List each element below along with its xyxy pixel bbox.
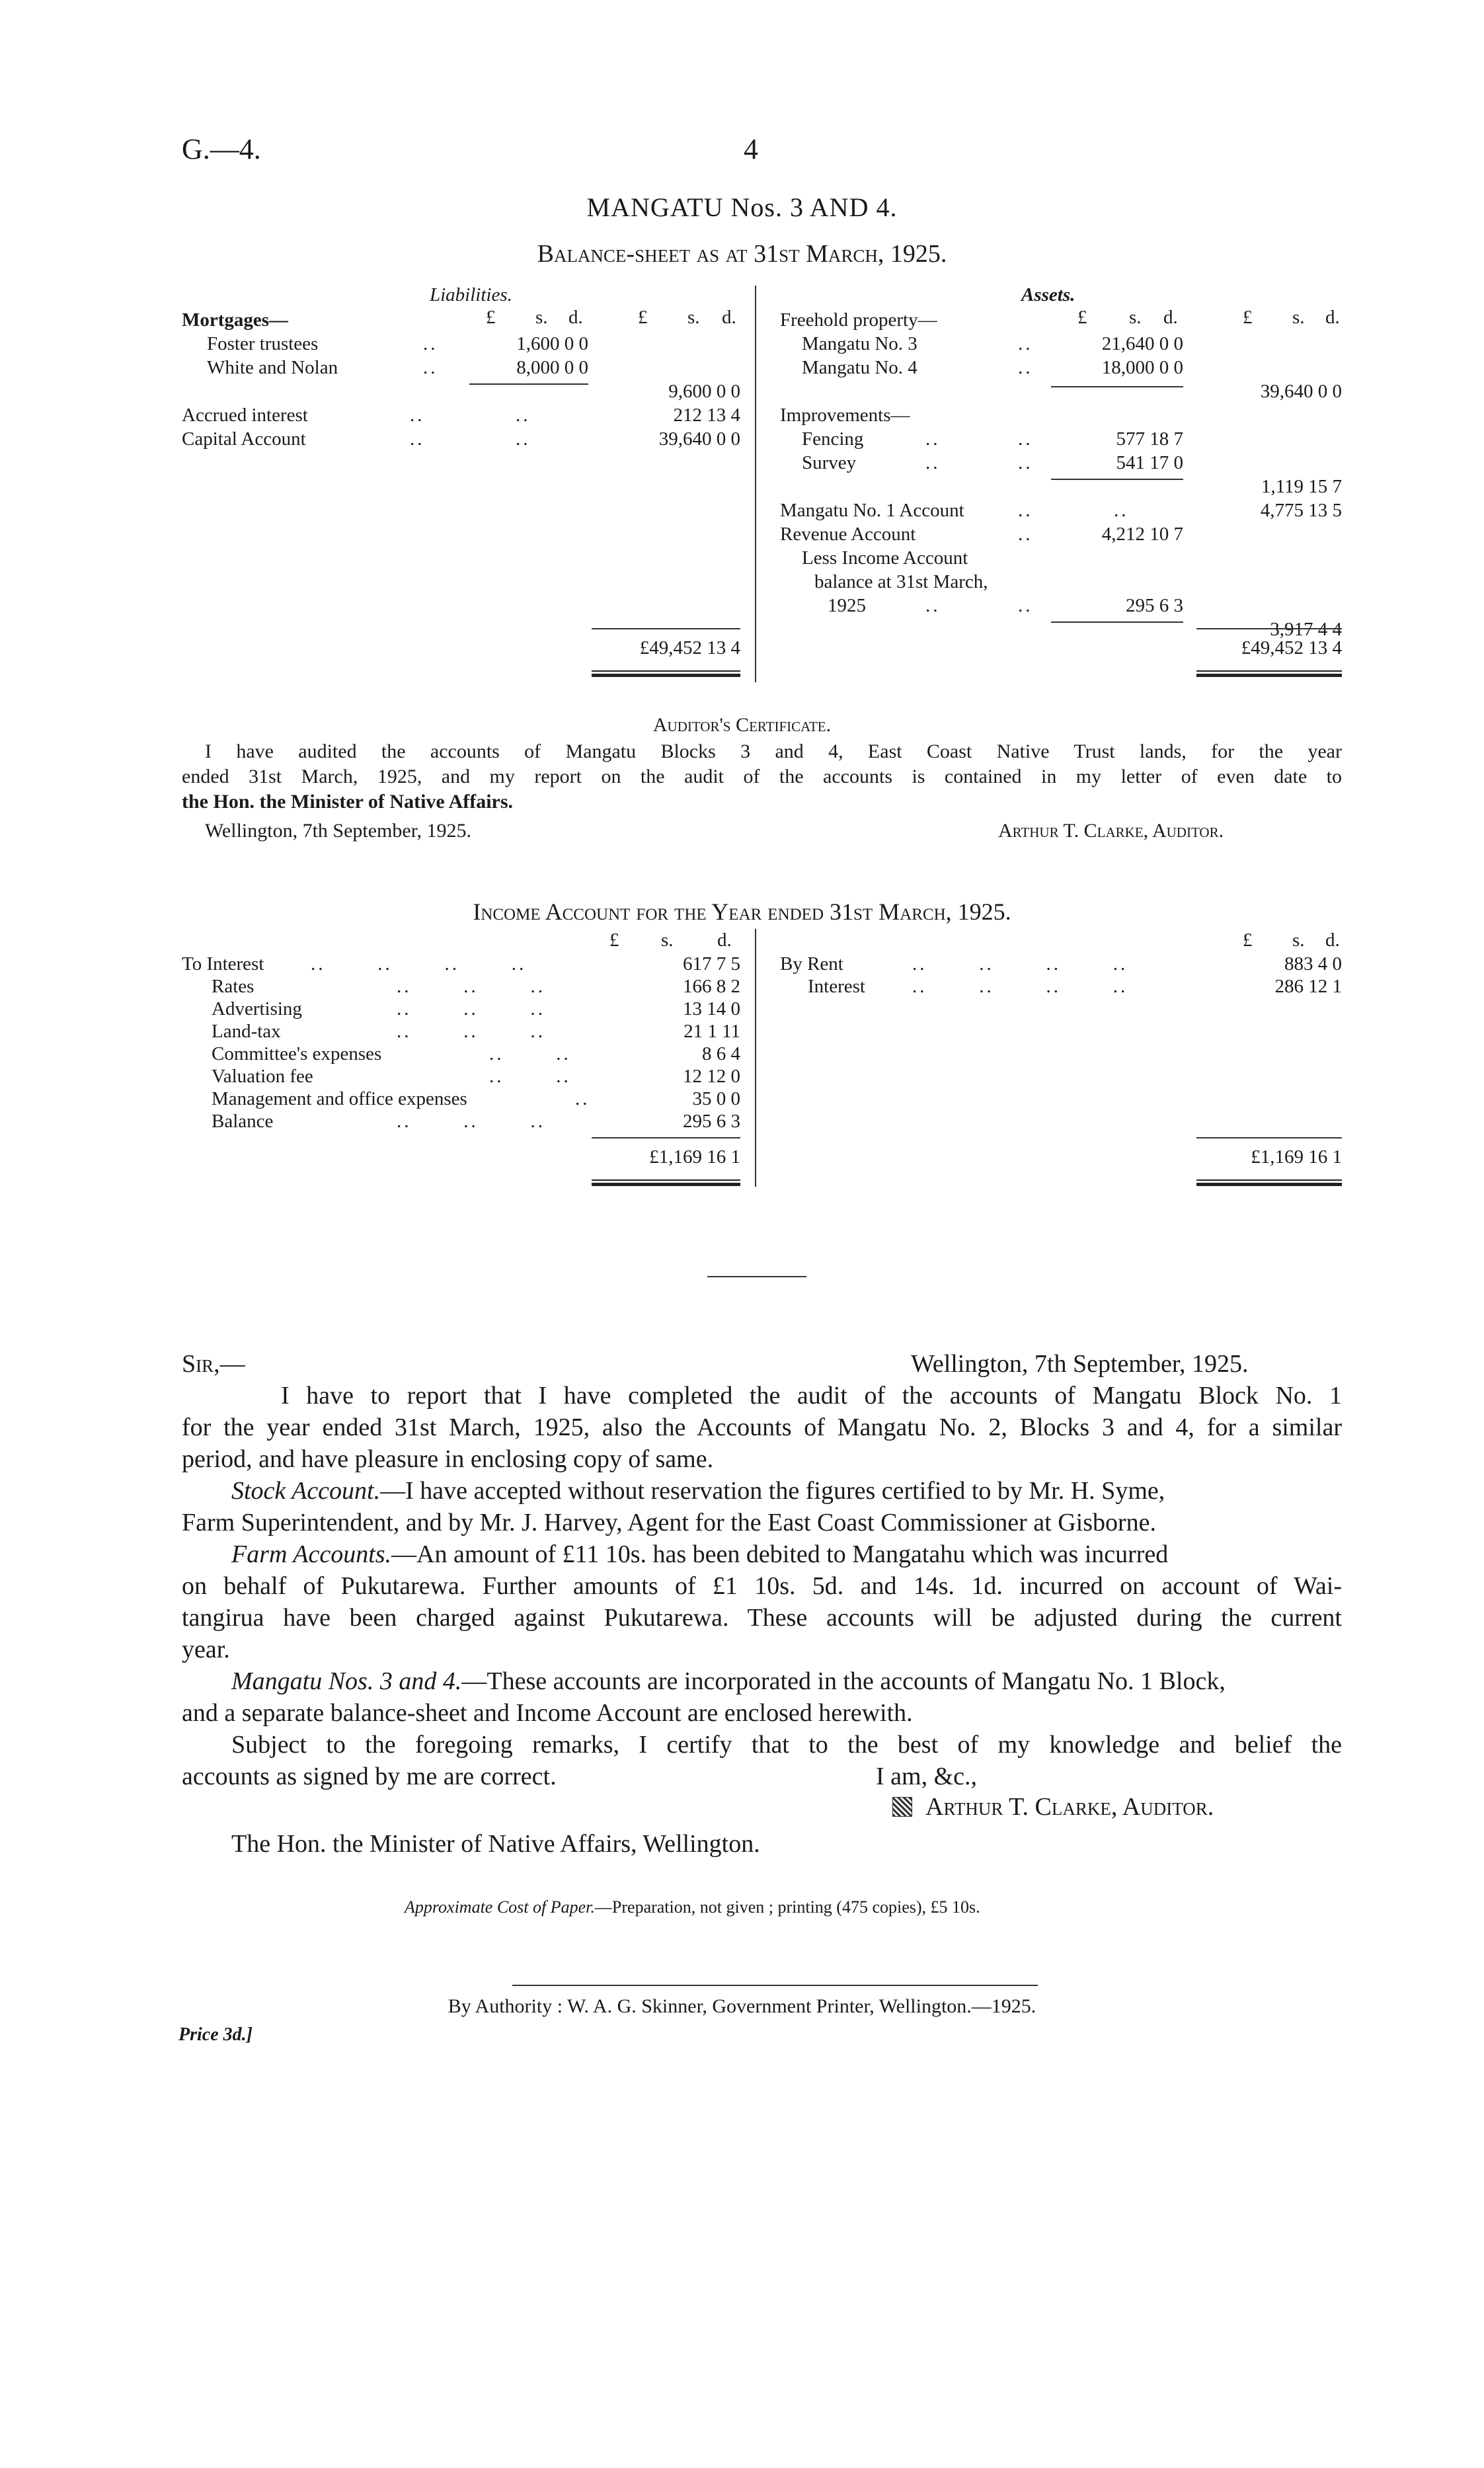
mangatu-3-4-heading: Mangatu Nos. 3 and 4. (231, 1667, 462, 1695)
debit-label: To Interest (182, 953, 264, 975)
foster-label: Foster trustees (207, 333, 319, 354)
footer-rule (512, 1985, 1038, 1986)
revenue-account-value: 4,212 10 7 (1101, 524, 1183, 545)
letter-p1-line1: I have to report that I have completed the audit of the accounts of Mangatu Block No. 1 (281, 1382, 1342, 1410)
debit-value: 35 0 0 (692, 1088, 740, 1109)
debit-value: 13 14 0 (683, 998, 740, 1019)
less-income-line2: balance at 31st March, (814, 571, 988, 592)
asset-s-header: s. (1129, 307, 1142, 328)
letter-p2-line1-wrap (231, 1474, 1342, 1507)
letter-addressee: The Hon. the Minister of Native Affairs, Wellington. (231, 1830, 760, 1858)
survey-label: Survey (802, 452, 857, 473)
assets-total: £49,452 13 4 (1241, 637, 1342, 658)
certificate-signature: Arthur T. Clarke, Auditor. (998, 820, 1224, 842)
fencing-value: 577 18 7 (1116, 428, 1183, 450)
letter-p2-line1: —I have accepted without reservation the figures certified to by Mr. H. Syme, (380, 1477, 1165, 1505)
letter-closing: I am, &c., (876, 1763, 978, 1790)
mangatu-3-label: Mangatu No. 3 (802, 333, 918, 354)
freehold-total: 39,640 0 0 (1260, 381, 1342, 402)
debit-label: Advertising (212, 998, 302, 1019)
freehold-label: Freehold property— (780, 309, 937, 331)
mortgages-label: Mortgages— (182, 309, 289, 331)
asset-d-header: d. (1163, 307, 1178, 328)
accrued-interest-value: 212 13 4 (673, 405, 740, 426)
less-income-line3: 1925 (828, 595, 866, 616)
improvements-total: 1,119 15 7 (1261, 476, 1342, 497)
document-reference: G.—4. (182, 133, 261, 165)
credit-value: 883 4 0 (1284, 953, 1342, 975)
less-income-value: 295 6 3 (1126, 595, 1183, 616)
accrued-interest-label: Accrued interest (182, 405, 308, 426)
mangatu-4-value: 18,000 0 0 (1101, 357, 1183, 378)
letter-signature: Arthur T. Clarke, Auditor. (925, 1793, 1214, 1821)
less-income-line1: Less Income Account (802, 547, 968, 569)
mangatu-4-label: Mangatu No. 4 (802, 357, 918, 378)
asset-pound-header-2: £ (1243, 307, 1253, 328)
liab-pound-header-2: £ (638, 307, 648, 328)
mortgages-total: 9,600 0 0 (668, 381, 740, 402)
mangatu-1-account-label: Mangatu No. 1 Account (780, 500, 964, 521)
cost-note-text: —Preparation, not given ; printing (475 copies), £5 10s. (594, 1897, 980, 1917)
debit-label: Management and office expenses (212, 1088, 467, 1109)
auditor-certificate-heading: Auditor's Certificate. (652, 714, 832, 736)
page-number: 4 (744, 133, 758, 165)
price: Price 3d.] (178, 2024, 253, 2045)
improvements-label: Improvements— (780, 405, 910, 426)
inc-s-header-2: s. (1292, 930, 1305, 951)
credit-label: Interest (808, 976, 865, 997)
liabilities-heading: Liabilities. (430, 284, 512, 305)
revenue-account-label: Revenue Account (780, 524, 916, 545)
liabilities-total: £49,452 13 4 (639, 637, 740, 658)
inc-d-header-2: d. (1325, 930, 1340, 951)
debit-value: 21 1 11 (683, 1021, 740, 1042)
balance-sheet-title: Balance-sheet as at 31st March, 1925. (537, 240, 947, 268)
letter-p1-line3: period, and have pleasure in enclosing copy of same. (182, 1445, 714, 1473)
letter-p4-line1-wrap (231, 1665, 1226, 1698)
stamp-mark-icon (892, 1797, 912, 1817)
letter-p5-line2: accounts as signed by me are correct. (182, 1763, 557, 1790)
debit-label: Rates (212, 976, 254, 997)
debit-label: Valuation fee (212, 1066, 313, 1087)
liab-s-header-2: s. (687, 307, 700, 328)
debit-label: Committee's expenses (212, 1043, 382, 1064)
asset-d-header-2: d. (1325, 307, 1340, 328)
letter-p3-line1-wrap (231, 1538, 1168, 1571)
debit-value: 617 7 5 (683, 953, 740, 975)
cost-note-label: Approximate Cost of Paper. (405, 1897, 595, 1917)
farm-accounts-heading: Farm Accounts. (231, 1540, 392, 1568)
income-account-divider (755, 929, 756, 1187)
survey-value: 541 17 0 (1116, 452, 1183, 473)
revenue-net-total: 3,917 4 4 (1270, 619, 1342, 640)
letter-p4-line1: —These accounts are incorporated in the accounts of Mangatu No. 1 Block, (461, 1667, 1226, 1695)
letter-place-date: Wellington, 7th September, 1925. (911, 1350, 1249, 1378)
liab-s-header: s. (535, 307, 548, 328)
stock-account-heading: Stock Account. (231, 1477, 381, 1505)
debit-label: Land-tax (212, 1021, 281, 1042)
letter-p3-line2: on behalf of Pukutarewa. Further amounts of £1 10s. 5d. and 14s. 1d. incurred on account of Wai- (182, 1572, 1342, 1600)
capital-account-value: 39,640 0 0 (658, 428, 740, 450)
white-nolan-label: White and Nolan (207, 357, 338, 378)
credit-label: By Rent (780, 953, 843, 975)
debit-value: 166 8 2 (683, 976, 740, 997)
certificate-place-date: Wellington, 7th September, 1925. (205, 820, 471, 842)
liab-d-header-2: d. (722, 307, 736, 328)
inc-d-header: d. (717, 930, 732, 951)
letter-salutation: Sir,— (182, 1350, 245, 1378)
letter-p5-line1: Subject to the foregoing remarks, I certify that to the best of my knowledge and belief the (231, 1731, 1342, 1759)
asset-s-header-2: s. (1292, 307, 1305, 328)
letter-p1-line2: for the year ended 31st March, 1925, also the Accounts of Mangatu No. 2, Blocks 3 and 4, for a similar (182, 1413, 1342, 1441)
certificate-line-3: the Hon. the Minister of Native Affairs. (182, 791, 514, 813)
certificate-line-1: I have audited the accounts of Mangatu Blocks 3 and 4, East Coast Native Trust lands, for the year (205, 740, 1342, 762)
mangatu-3-value: 21,640 0 0 (1101, 333, 1183, 354)
liab-pound-header: £ (486, 307, 496, 328)
debit-value: 12 12 0 (683, 1066, 740, 1087)
inc-pound-header-2: £ (1243, 930, 1253, 951)
income-total-right: £1,169 16 1 (1251, 1146, 1342, 1168)
letter-p3-line3: tangirua have been charged against Pukutarewa. These accounts will be adjusted during the current (182, 1604, 1342, 1632)
liab-d-header: d. (568, 307, 583, 328)
certificate-line-2: ended 31st March, 1925, and my report on the audit of the accounts is contained in my letter of even date to (182, 766, 1342, 787)
balance-sheet-divider (755, 286, 756, 682)
letter-p3-line1: —An amount of £11 10s. has been debited to Mangatahu which was incurred (391, 1540, 1169, 1568)
letter-p2-line2: Farm Superintendent, and by Mr. J. Harvey, Agent for the East Coast Commissioner at Gisborne. (182, 1509, 1157, 1536)
fencing-label: Fencing (802, 428, 864, 450)
mangatu-1-account-value: 4,775 13 5 (1260, 500, 1342, 521)
printer-authority: By Authority : W. A. G. Skinner, Government Printer, Wellington.—1925. (448, 1995, 1036, 2017)
inc-s-header: s. (661, 930, 674, 951)
income-total-left: £1,169 16 1 (649, 1146, 740, 1168)
capital-account-label: Capital Account (182, 428, 306, 450)
white-nolan-value: 8,000 0 0 (516, 357, 588, 378)
foster-value: 1,600 0 0 (516, 333, 588, 354)
assets-heading: Assets. (1021, 284, 1075, 305)
debit-value: 8 6 4 (702, 1043, 740, 1064)
asset-pound-header: £ (1077, 307, 1087, 328)
income-account-heading: Income Account for the Year ended 31st March, 1925. (473, 898, 1011, 925)
cost-note (405, 1897, 980, 1917)
page-title: MANGATU Nos. 3 AND 4. (586, 192, 898, 222)
inc-pound-header: £ (609, 930, 619, 951)
letter-p3-line4: year. (182, 1636, 230, 1663)
document-page: G.—4. 4 MANGATU Nos. 3 AND 4. Balance-sheet as at 31st March, 1925. Liabilities. Assets. £ s. d. £ s. d. Mortgages— Foster trustees .. 1,600 0 0 White and Nolan .. 8,000 0 0 9,600 0 0 Accrued interest .. .. 212 13 4 Capital Account .. .. 39,640 0 0 £49,452 13 4 £ s. d. £ s. d. Freehold property— Mangatu No. 3 .. 21,640 0 0 Mangatu No. 4 .. 18,000 0 0 39,640 0 0 Improvements— Fencing .. .. 577 18 7 Survey .. .. 541 17 0 1,119 15 7 Mangatu No. 1 Account .. .. 4,775 13 5 Revenue Account .. 4,212 10 7 Less Income Account balance at 31st March, 1925 .. .. 295 6 3 3,917 4 4 £49,452 13 4 Auditor's Certificate. I have audited the accounts of Mangatu Blocks 3 and 4, East Coast Native Trust lands, for the year ended 31st March, 1925, and my report on the audit of the accounts is contained in my letter of even date to the Hon. the Minister of Native Affairs. Wellington, 7th September, 1925. Arthur T. Clarke, Auditor. Income Account for the Year ended 31st March, 1925. £ s. d. £ s. d. To Interest 617 7 5 Rates 166 8 2 Advertising 13 14 0 Land-tax 21 1 11 Committee's expenses 8 6 4 Valuation fee 12 12 0 Management and office expenses 35 0 0 Balance 295 6 3 .. .. .. .. .. .. .. .. .. .. .. .. .. .. .. .. .. .. .. .. .. By Rent .. .. .. .. 883 4 0 Interest .. .. .. .. 286 12 1 £1,169 16 1 £1,169 16 1 Sir,— Wellington, 7th September, 1925. I have to report that I have completed the audit of the accounts of Mangatu Block No. 1 for the year ended 31st March, 1925, also the Accounts of Mangatu No. 2, Blocks 3 and 4, for a similar period, and have pleasure in enclosing copy of same. Stock Account. —I have accepted without reservation the figures certified to by Mr. H. Syme, Farm Superintendent, and by Mr. J. Harvey, Agent for the East Coast Commissioner at Gisborne. Farm Accounts. —An amount of £11 10s. has been debited to Mangatahu which was incurred on behalf of Pukutarewa. Further amounts of £1 10s. 5d. and 14s. 1d. incurred on account of Wai- tangirua have been charged against Pukutarewa. These accounts will be adjusted during the current year. Mangatu Nos. 3 and 4. —These accounts are incorporated in the accounts of Mangatu No. 1 Block, and a separate balance-sheet and Income Account are enclosed herewith. Subject to the foregoing remarks, I certify that to the best of my knowledge and belief the accounts as signed by me are correct. I am, &c., Arthur T. Clarke, Auditor. The Hon. the Minister of Native Affairs, Wellington. Approximate Cost of Paper. —Preparation, not given ; printing (475 copies), £5 10s. By Authority : W. A. G. Skinner, Government Printer, Wellington.—1925. Price 3d.] (0, 0, 1484, 2468)
debit-value: 295 6 3 (683, 1111, 740, 1132)
debit-label: Balance (212, 1111, 274, 1132)
section-rule (707, 1276, 806, 1277)
credit-value: 286 12 1 (1274, 976, 1342, 997)
letter-p4-line2: and a separate balance-sheet and Income Account are enclosed herewith. (182, 1699, 913, 1727)
